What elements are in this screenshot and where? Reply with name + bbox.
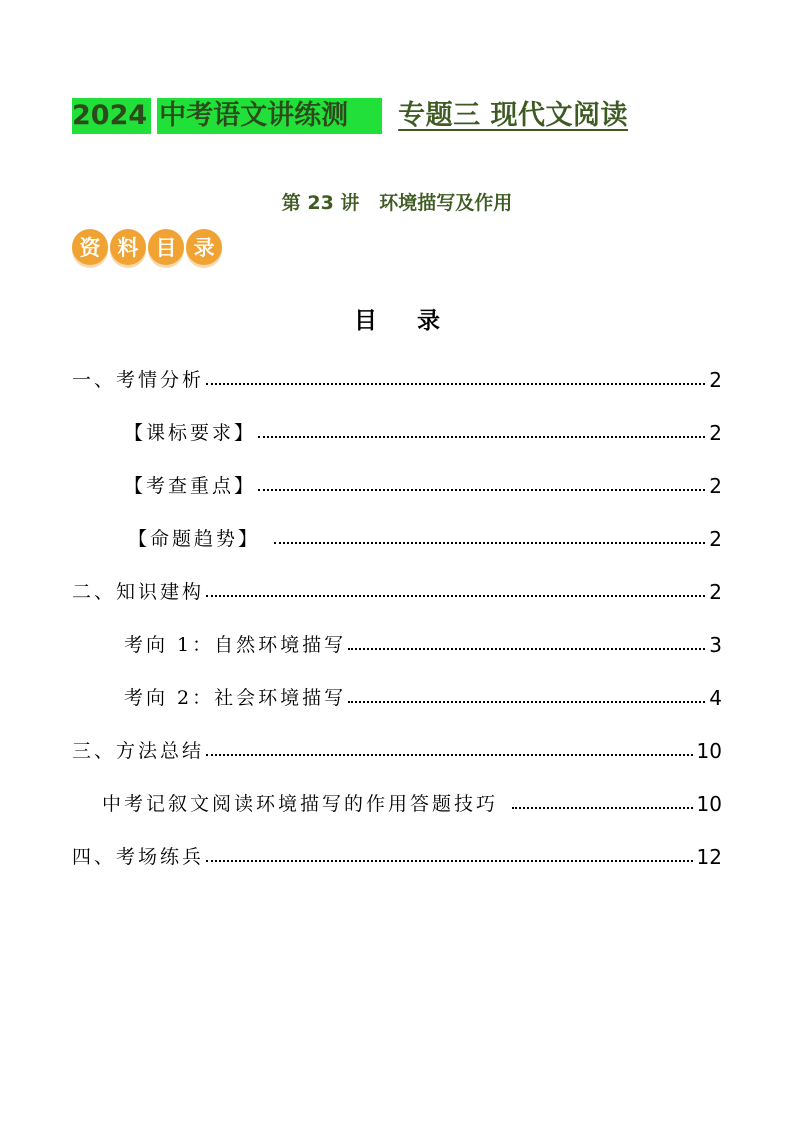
badge-char: 料: [110, 229, 146, 265]
toc-entry-label: 四、考场练兵: [72, 846, 205, 868]
toc-entry-label: 三、方法总结: [72, 740, 205, 762]
toc-leader: [206, 595, 705, 597]
toc-entry-label: 一、考情分析: [72, 369, 205, 391]
toc-entry[interactable]: [124, 627, 722, 657]
toc-entry[interactable]: [72, 362, 722, 392]
toc-entry[interactable]: [124, 468, 722, 498]
toc-entry-label: 二、知识建构: [72, 581, 205, 603]
toc-entry-page: 2: [709, 474, 722, 498]
toc-leader: [348, 648, 705, 650]
materials-toc-badge: [72, 229, 222, 265]
toc-leader: [258, 489, 705, 491]
toc-leader: [512, 807, 693, 809]
badge-char: 资: [72, 229, 108, 265]
toc-entry-label: 【考查重点】: [124, 475, 257, 497]
toc-leader: [206, 860, 693, 862]
toc-entry-label: 【课标要求】: [124, 422, 257, 444]
title-series: 中考语文讲练测: [157, 98, 382, 134]
toc-entry-label: 中考记叙文阅读环境描写的作用答题技巧: [102, 793, 499, 815]
toc-entry[interactable]: [72, 574, 722, 604]
toc-heading: 目录: [354, 307, 480, 334]
document-title: [72, 96, 628, 136]
toc-entry[interactable]: [72, 733, 722, 763]
toc-leader: [274, 542, 705, 544]
toc-leader: [348, 701, 705, 703]
toc-entry[interactable]: [128, 521, 722, 551]
toc-leader: [206, 754, 693, 756]
title-topic: 专题三 现代文阅读: [398, 100, 629, 131]
toc-entry[interactable]: [124, 680, 722, 710]
toc-entry-label: 考向 2：社会环境描写: [124, 687, 347, 709]
toc-entry-page: 4: [709, 686, 722, 710]
toc-entry-page: 2: [709, 580, 722, 604]
toc-entry[interactable]: [102, 786, 722, 816]
toc-entry-page: 2: [709, 368, 722, 392]
title-year: 2024: [72, 98, 151, 134]
toc-entry-page: 10: [696, 739, 722, 763]
badge-char: 目: [148, 229, 184, 265]
toc-entry-page: 2: [709, 527, 722, 551]
toc-entry[interactable]: [124, 415, 722, 445]
toc-leader: [258, 436, 705, 438]
toc-entry-page: 3: [709, 633, 722, 657]
badge-char: 录: [186, 229, 222, 265]
toc-entry-page: 2: [709, 421, 722, 445]
toc-entry-page: 12: [696, 845, 722, 869]
toc-entry[interactable]: [72, 839, 722, 869]
lesson-title: 第 23 讲 环境描写及作用: [281, 192, 513, 214]
toc-entry-label: 考向 1：自然环境描写: [124, 634, 347, 656]
toc-leader: [206, 383, 705, 385]
toc-entry-label: 【命题趋势】: [128, 528, 261, 550]
toc-entry-page: 10: [696, 792, 722, 816]
